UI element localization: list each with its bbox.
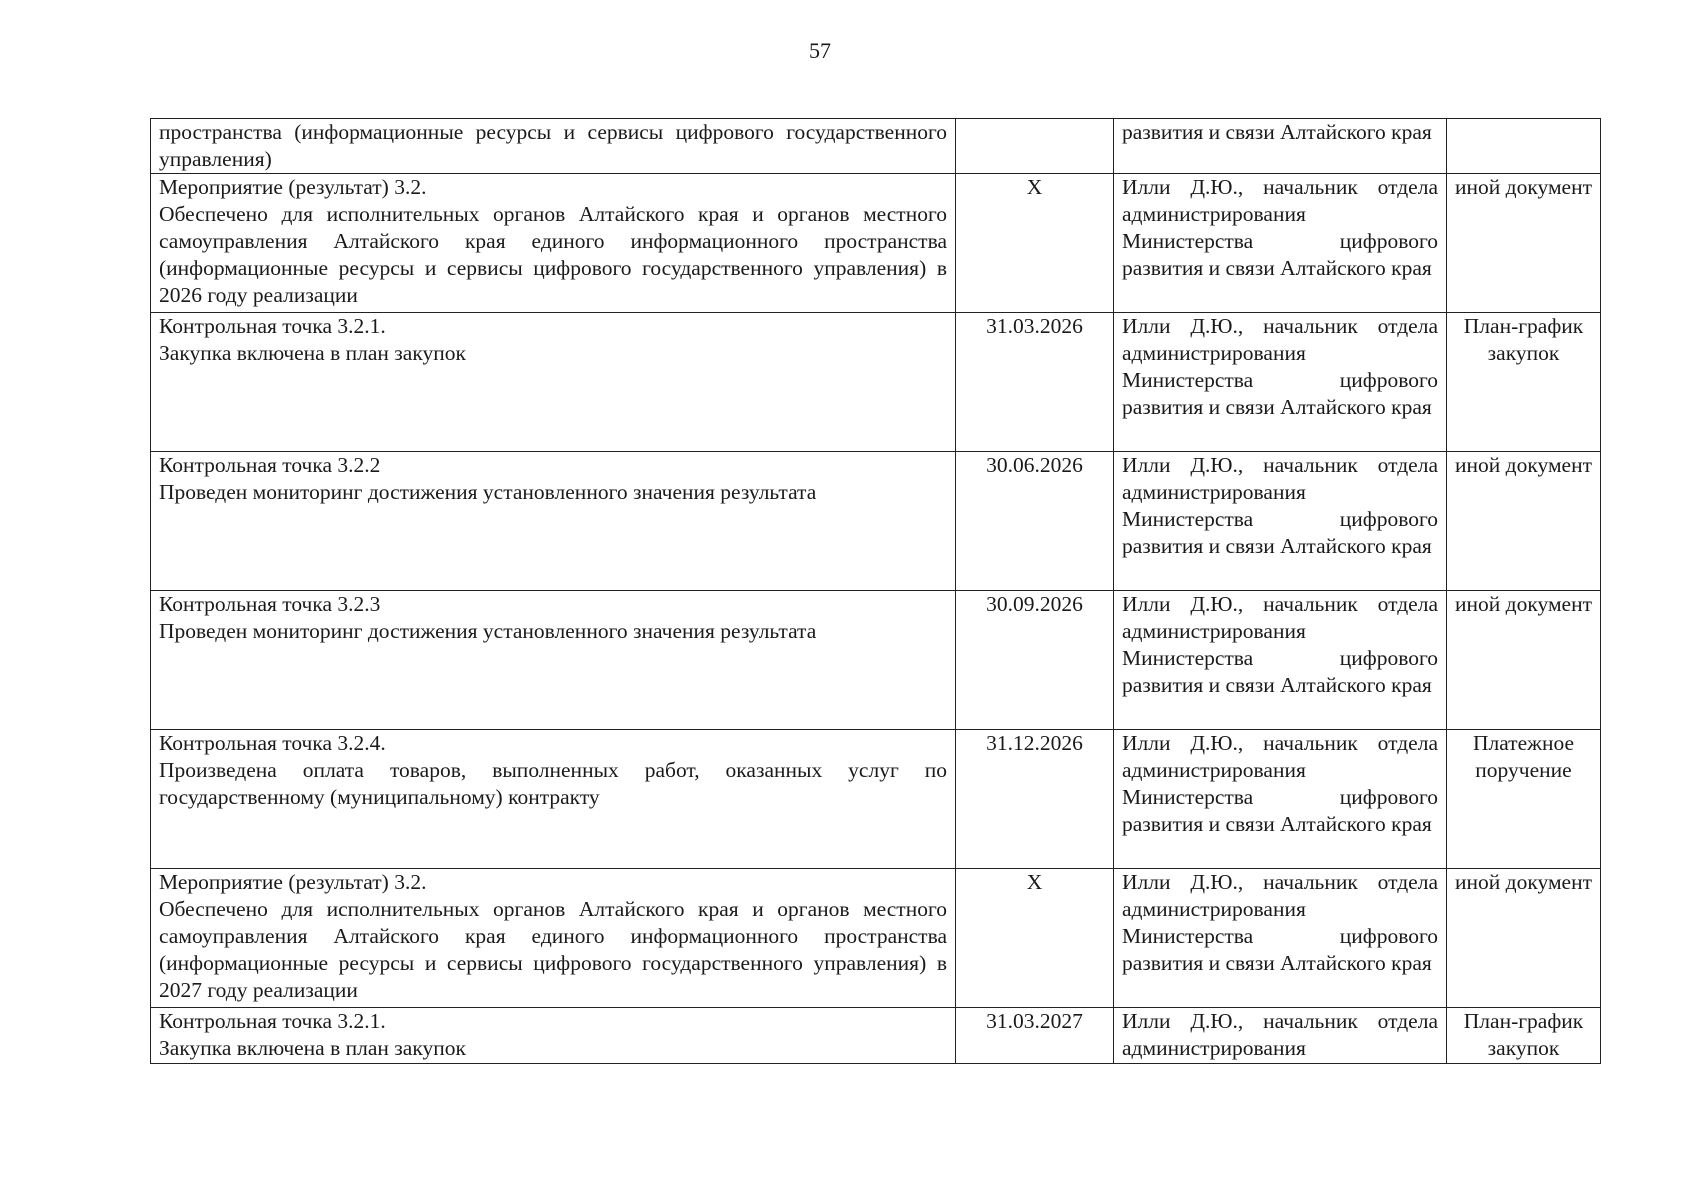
event-description: Закупка включена в план закупок bbox=[159, 341, 466, 365]
event-description: Произведена оплата товаров, выполненных работ, оказанных услуг по государственному (муниципальному) контракту bbox=[159, 758, 947, 809]
date-cell: 30.09.2026 bbox=[956, 591, 1114, 730]
event-title: Контрольная точка 3.2.4. bbox=[159, 731, 386, 755]
table-row bbox=[151, 730, 1601, 869]
table-row bbox=[151, 119, 1601, 174]
plan-table bbox=[150, 118, 1601, 1064]
document-cell: План-график закупок bbox=[1447, 1008, 1601, 1064]
responsible-cell: Илли Д.Ю., начальник отдела администрирования Министерства цифрового развития и связи Алтайского края bbox=[1114, 869, 1447, 1008]
responsible-cell: Илли Д.Ю., начальник отдела администрирования Министерства цифрового развития и связи Алтайского края bbox=[1114, 591, 1447, 730]
table-row bbox=[151, 313, 1601, 452]
event-cell bbox=[151, 869, 956, 1008]
event-cell bbox=[151, 591, 956, 730]
event-description: Обеспечено для исполнительных органов Алтайского края и органов местного самоуправления Алтайского края единого информационного пространства (информационные ресурсы и сервисы цифрового государственного управления) в 2027 году реализации bbox=[159, 897, 947, 1002]
event-title: Контрольная точка 3.2.1. bbox=[159, 314, 386, 338]
document-cell: Платежное поручение bbox=[1447, 730, 1601, 869]
date-cell: 31.03.2027 bbox=[956, 1008, 1114, 1064]
page-number: 57 bbox=[809, 38, 831, 63]
document-cell: иной документ bbox=[1447, 869, 1601, 1008]
table-row bbox=[151, 174, 1601, 313]
event-cell bbox=[151, 1008, 956, 1064]
document-cell: иной документ bbox=[1447, 591, 1601, 730]
table-row bbox=[151, 452, 1601, 591]
date-cell: Х bbox=[956, 869, 1114, 1008]
event-title: Контрольная точка 3.2.2 bbox=[159, 453, 381, 477]
event-title: Мероприятие (результат) 3.2. bbox=[159, 870, 427, 894]
responsible-cell: Илли Д.Ю., начальник отдела администрирования Министерства цифрового развития и связи Алтайского края bbox=[1114, 174, 1447, 313]
responsible-cell: Илли Д.Ю., начальник отдела администрирования Министерства цифрового развития и связи Алтайского края bbox=[1114, 313, 1447, 452]
responsible-cell: Илли Д.Ю., начальник отдела администрирования Министерства цифрового развития и связи Алтайского края bbox=[1114, 452, 1447, 591]
date-cell: 30.06.2026 bbox=[956, 452, 1114, 591]
event-cell bbox=[151, 313, 956, 452]
document-cell bbox=[1447, 119, 1601, 174]
table-row bbox=[151, 591, 1601, 730]
date-cell bbox=[956, 119, 1114, 174]
event-cell bbox=[151, 174, 956, 313]
event-cell bbox=[151, 730, 956, 869]
event-description: пространства (информационные ресурсы и сервисы цифрового государственного управления) bbox=[159, 120, 947, 171]
table-row bbox=[151, 1008, 1601, 1064]
document-cell: иной документ bbox=[1447, 174, 1601, 313]
responsible-cell: Илли Д.Ю., начальник отдела администрирования bbox=[1114, 1008, 1447, 1064]
event-cell bbox=[151, 452, 956, 591]
event-description: Проведен мониторинг достижения установленного значения результата bbox=[159, 619, 817, 643]
document-cell: иной документ bbox=[1447, 452, 1601, 591]
event-title: Контрольная точка 3.2.1. bbox=[159, 1009, 386, 1033]
document-cell: План-график закупок bbox=[1447, 313, 1601, 452]
table-row bbox=[151, 869, 1601, 1008]
responsible-cell: Илли Д.Ю., начальник отдела администрирования Министерства цифрового развития и связи Алтайского края bbox=[1114, 730, 1447, 869]
date-cell: 31.12.2026 bbox=[956, 730, 1114, 869]
date-cell: 31.03.2026 bbox=[956, 313, 1114, 452]
event-title: Мероприятие (результат) 3.2. bbox=[159, 175, 427, 199]
event-cell bbox=[151, 119, 956, 174]
event-description: Закупка включена в план закупок bbox=[159, 1036, 466, 1060]
responsible-cell: развития и связи Алтайского края bbox=[1114, 119, 1447, 174]
event-description: Обеспечено для исполнительных органов Алтайского края и органов местного самоуправления Алтайского края единого информационного пространства (информационные ресурсы и сервисы цифрового государственного управления) в 2026 году реализации bbox=[159, 202, 947, 307]
date-cell: Х bbox=[956, 174, 1114, 313]
event-description: Проведен мониторинг достижения установленного значения результата bbox=[159, 480, 817, 504]
event-title: Контрольная точка 3.2.3 bbox=[159, 592, 381, 616]
